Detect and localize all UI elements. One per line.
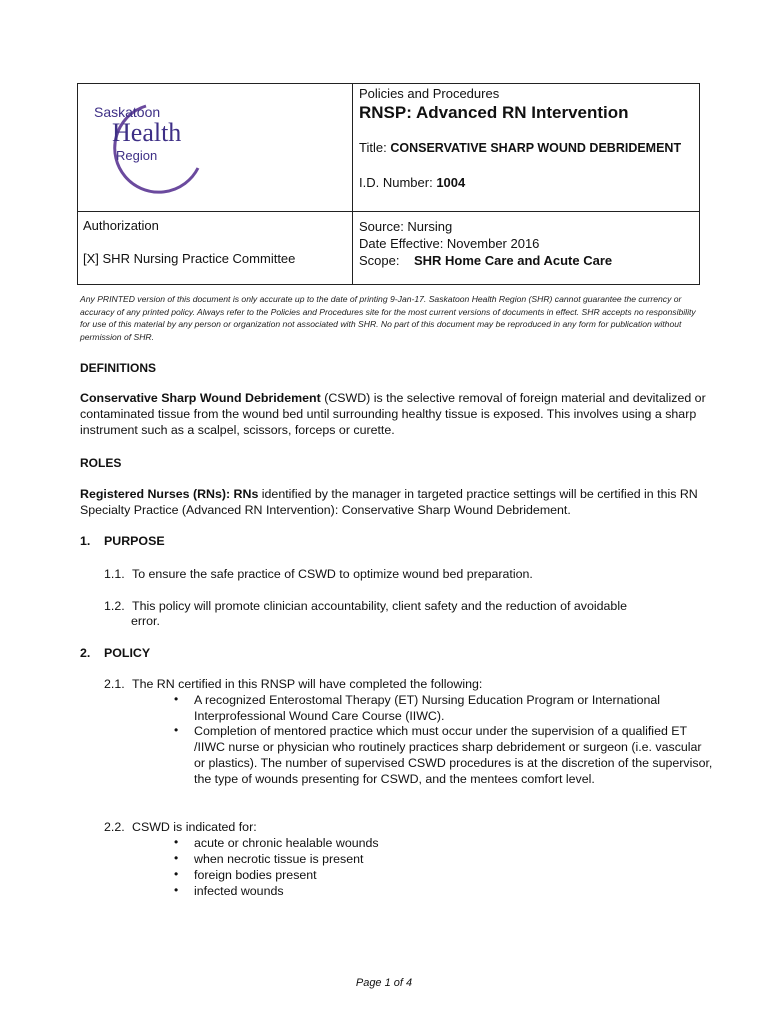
definitions-body: (CSWD) is the selective removal of foreign material and devitalized or contaminated tissue from the wound bed until surrounding healthy tissue is exposed. This involves using a sharp instrument such as a scalpel, scissors, forceps or curette. bbox=[80, 391, 706, 437]
header-table bbox=[77, 83, 700, 285]
bullet-icon: • bbox=[174, 692, 179, 706]
policy-item-2-bullet-1: acute or chronic healable wounds bbox=[194, 836, 379, 850]
authorization-label: Authorization bbox=[83, 218, 159, 233]
policy-item-2-bullet-3: foreign bodies present bbox=[194, 868, 317, 882]
policy-item-2-bullet-2: when necrotic tissue is present bbox=[194, 852, 364, 866]
bullet-icon: • bbox=[174, 723, 179, 737]
date-effective: Date Effective: November 2016 bbox=[359, 236, 540, 251]
roles-heading: ROLES bbox=[80, 456, 122, 470]
authorization-cell bbox=[78, 212, 353, 285]
saskatoon-health-region-logo bbox=[88, 98, 208, 178]
bullet-icon: • bbox=[174, 851, 179, 865]
purpose-item-2-text: This policy will promote clinician accountability, client safety and the reduction of avoidable bbox=[132, 599, 627, 613]
id-value: 1004 bbox=[436, 175, 466, 190]
source: Source: Nursing bbox=[359, 219, 453, 234]
logo-line-1: Saskatoon bbox=[94, 104, 161, 120]
policy-number: 2. bbox=[80, 646, 91, 660]
title-label: Title: bbox=[359, 140, 387, 155]
policy-info-cell bbox=[353, 84, 700, 212]
purpose-heading: PURPOSE bbox=[104, 534, 165, 548]
id-number bbox=[359, 175, 699, 190]
policy-item-2-number: 2.2. bbox=[104, 820, 125, 834]
scope-value: SHR Home Care and Acute Care bbox=[413, 253, 613, 268]
id-label: I.D. Number: bbox=[359, 175, 433, 190]
page-number: Page 1 of 4 bbox=[355, 977, 413, 989]
bullet-icon: • bbox=[174, 883, 179, 897]
purpose-number: 1. bbox=[80, 534, 91, 548]
policies-label: Policies and Procedures bbox=[359, 86, 500, 101]
policy-item-1-bullet-1: A recognized Enterostomal Therapy (ET) Nursing Education Program or International Interprofessional Wound Care Course (IIWC). bbox=[194, 693, 661, 723]
definitions-term: Conservative Sharp Wound Debridement bbox=[80, 391, 321, 405]
policy-item-1-text: The RN certified in this RNSP will have completed the following: bbox=[132, 677, 483, 691]
bullet-icon: • bbox=[174, 867, 179, 881]
policy-heading: POLICY bbox=[104, 646, 151, 660]
policy-item-2-bullet-4: infected wounds bbox=[194, 884, 284, 898]
purpose-item-1-number: 1.1. bbox=[104, 567, 125, 581]
program-title: RNSP: Advanced RN Intervention bbox=[359, 103, 629, 122]
scope bbox=[359, 252, 699, 269]
roles-body: identified by the manager in targeted practice settings will be certified in this RN Specialty Practice (Advanced RN Intervention): Conservative Sharp Wound Debridement. bbox=[80, 487, 698, 517]
policy-item-2-text: CSWD is indicated for: bbox=[132, 820, 257, 834]
logo-cell bbox=[78, 84, 353, 212]
source-cell bbox=[353, 212, 700, 285]
scope-label: Scope: bbox=[359, 253, 400, 268]
print-disclaimer: Any PRINTED version of this document is only accurate up to the date of printing 9-Jan-17. Saskatoon Health Region (SHR) cannot guarantee the currency or accuracy of any printed policy. Always refer to the Policies and Procedures site for the most current versions of documents in effect. SHR accepts no responsibility for use of this material by any person or organization not associated with SHR. No part of this document may be reproduced in any form for publication without permission of SHR. bbox=[80, 294, 696, 342]
purpose-item-2-text-cont: error. bbox=[131, 614, 160, 628]
logo-line-3: Region bbox=[116, 148, 158, 163]
authorization-value: [X] SHR Nursing Practice Committee bbox=[83, 251, 296, 266]
definitions-paragraph bbox=[80, 390, 720, 438]
roles-term: Registered Nurses (RNs): RNs bbox=[80, 487, 259, 501]
title-value: CONSERVATIVE SHARP WOUND DEBRIDEMENT bbox=[390, 141, 682, 155]
logo-line-2: Health bbox=[112, 118, 182, 147]
purpose-item-1-text: To ensure the safe practice of CSWD to optimize wound bed preparation. bbox=[132, 567, 533, 581]
definitions-heading: DEFINITIONS bbox=[80, 361, 157, 375]
policy-item-1-number: 2.1. bbox=[104, 677, 125, 691]
policy-item-1-bullet-2: Completion of mentored practice which must occur under the supervision of a qualified ET /IIWC nurse or physician who routinely practices sharp debridement or surgeon (i.e. vascular or plastics). The number of supervised CSWD procedures is at the discretion of the supervisor, the type of wounds presenting for CSWD, and the mentees comfort level. bbox=[194, 724, 713, 786]
purpose-item-2-number: 1.2. bbox=[104, 599, 125, 613]
roles-paragraph bbox=[80, 486, 720, 518]
policy-title bbox=[359, 140, 699, 155]
bullet-icon: • bbox=[174, 835, 179, 849]
